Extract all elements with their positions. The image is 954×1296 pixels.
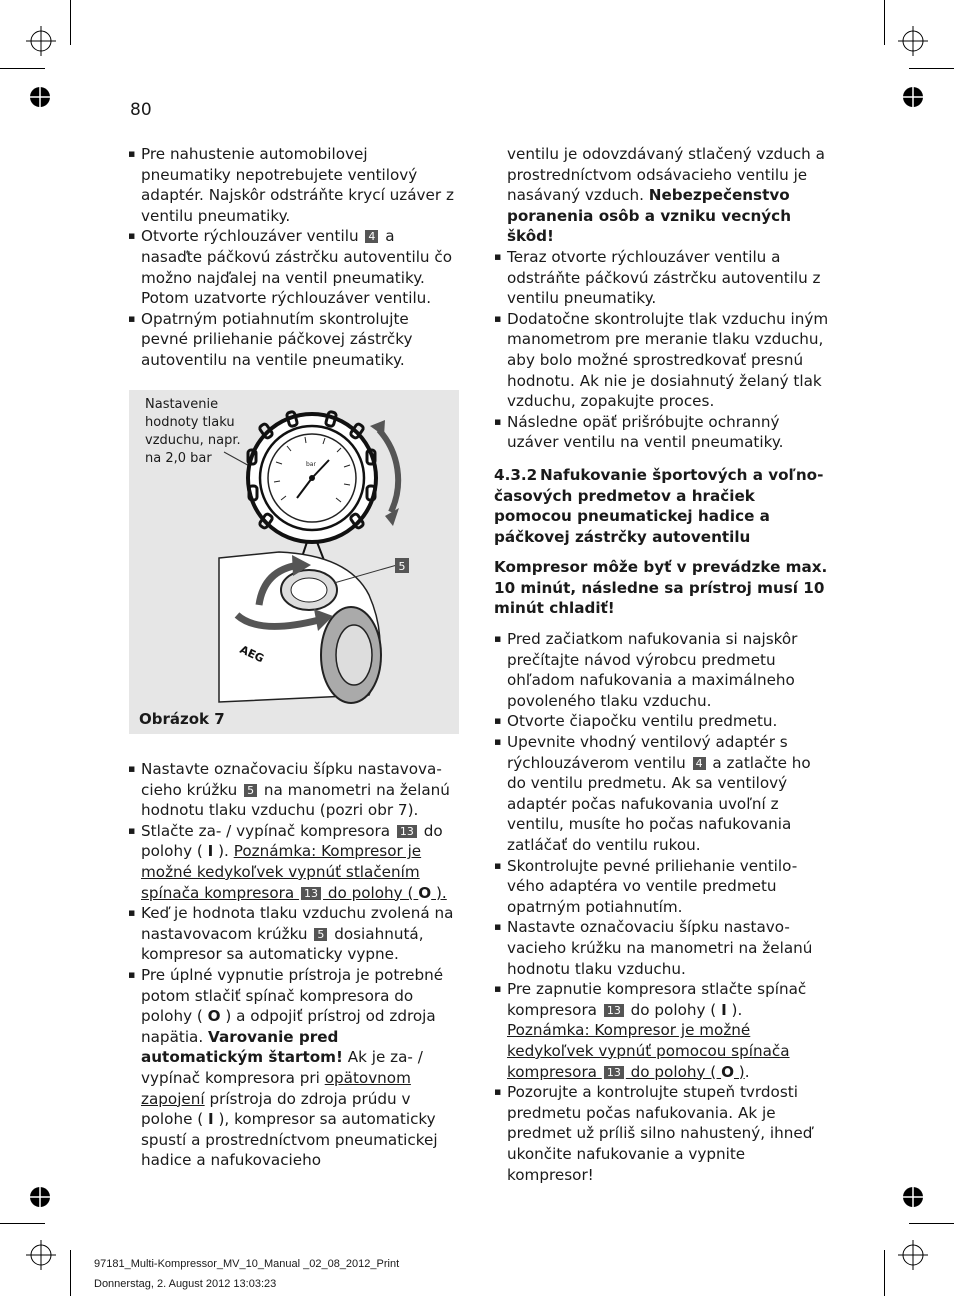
text-run: do polohy ( <box>625 1000 722 1019</box>
text-run: do polohy ( <box>141 821 443 861</box>
bullet-item <box>128 226 458 308</box>
bullet-item <box>494 629 829 711</box>
registration-mark-icon <box>898 26 928 56</box>
switch-position-symbol: O <box>418 883 432 902</box>
bullet-item <box>494 711 829 732</box>
text-run: na manometri na želanú hodnotu tlaku vzduchu (pozri obr 7). <box>141 780 450 820</box>
section-heading <box>494 465 829 547</box>
figure-caption: Obrázok 7 <box>139 710 225 728</box>
bullet-item <box>494 309 829 412</box>
warning-text: Kompresor môže byť v prevádzke max. 10 minút, následne sa prístroj musí 10 minút chladiť! <box>494 558 828 618</box>
crop-mark <box>70 1250 71 1296</box>
bullet-item <box>128 821 458 903</box>
text-run: Stlačte za- / vypínač kompresora <box>141 821 395 840</box>
text-run: Keď je hodnota tlaku vzduchu zvolená na nastavovacom krúžku <box>141 904 454 943</box>
text-run: Pred začiatkom nafukovania si najskôr prečítajte návod výrobcu predmetu ohľadom nafukovania a maximálneho povoleného tlaku vzduchu. <box>507 630 798 710</box>
warning-run: Varovanie pred automatickým štartom! <box>141 1027 343 1067</box>
crop-mark <box>0 1223 45 1224</box>
bullet-item <box>128 759 458 821</box>
text-run: . <box>744 1062 750 1081</box>
text-run: Otvorte čiapočku ventilu predmetu. <box>507 712 778 731</box>
number-ref-badge: 4 <box>365 230 378 243</box>
registration-dot-icon <box>29 1186 51 1208</box>
number-ref-badge: 13 <box>301 887 321 900</box>
text-run: Dodatočne skontrolujte tlak vzduchu iným manometrom pre meranie tlaku vzduchu, aby bolo možné sprostredkovať presnú hodnotu. Ak nie je dosiahnutý želaný tlak vzduchu, zopakujte proces. <box>507 309 829 411</box>
text-run: ), kompresor sa automaticky spustí a prostredníctvom pneumatickej hadice a nafukovacieho <box>141 1110 438 1170</box>
registration-mark-icon <box>26 1240 56 1270</box>
text-run: Upevnite vhodný ventilový adaptér s rýchlouzáverom ventilu <box>507 733 788 772</box>
text-run: Následne opäť prišróbujte ochranný uzáver ventilu na ventil pneumatiky. <box>507 412 784 452</box>
text-run: ventilu je odovzdávaný stlačený vzduch a prostredníctvom odsávacieho ventilu je nasávaný vzduch. <box>507 145 825 205</box>
text-run: ) a odpojiť prístroj od zdroja napätia. <box>141 1007 436 1046</box>
text-run: Opatrným potiahnutím skontrolujte pevné priliehanie páčkovej zástrčky autoventilu na ventile pneumatiky. <box>141 309 413 369</box>
footer-file: 97181_Multi-Kompressor_MV_10_Manual _02_08_2012_Print <box>94 1258 400 1270</box>
text-run: dosiahnutá, kompresor sa automaticky vypne. <box>141 924 424 964</box>
registration-dot-icon <box>902 1186 924 1208</box>
crop-mark <box>909 68 954 69</box>
left-column-bottom <box>128 759 458 1171</box>
crop-mark <box>909 1223 954 1224</box>
registration-mark-icon <box>26 26 56 56</box>
right-list-bottom <box>494 629 829 1185</box>
bullet-item <box>128 965 458 1171</box>
text-run: a nasaďte páčkovú zástrčku autoventilu čo možno najďalej na ventil pneumatiky. Potom uzatvorte rýchlouzáver ventilu. <box>141 227 453 308</box>
switch-position-symbol: O <box>207 1007 221 1026</box>
text-run: Teraz otvorte rýchlouzáver ventilu a odstráňte páčkovú zástrčku autoventilu z ventilu pneumatiky. <box>507 247 821 308</box>
switch-position-symbol: O <box>721 1062 734 1081</box>
bullet-item <box>494 247 829 309</box>
switch-position-symbol: I <box>208 1110 214 1129</box>
note-run: ) <box>733 1062 745 1081</box>
bullet-item <box>128 309 458 371</box>
right-column <box>494 144 829 1185</box>
registration-dot-icon <box>29 86 51 108</box>
text-run: Pre úplné vypnutie prístroja je potrebné potom stlačiť spínač kompresora do polohy ( <box>141 965 444 1026</box>
compressor-gauge-illustration <box>129 390 459 710</box>
number-ref-badge: 5 <box>244 784 257 797</box>
note-run: do polohy ( <box>323 883 419 902</box>
text-run: Nastavte označovaciu šípku nastavo-vacieho krúžku na manometri na želanú hodnotu tlaku vzduchu. <box>507 918 813 978</box>
bullet-item <box>494 917 829 979</box>
number-ref-badge: 13 <box>604 1004 624 1017</box>
svg-text:5: 5 <box>398 560 406 573</box>
bullet-item <box>494 412 829 453</box>
bullet-item <box>128 903 458 965</box>
switch-position-symbol: I <box>721 1000 727 1019</box>
crop-mark <box>884 1250 885 1296</box>
bullet-item <box>494 856 829 918</box>
svg-text:bar: bar <box>306 461 316 468</box>
text-run: Pre zapnutie kompresora stlačte spínač kompresora <box>507 980 807 1019</box>
bullet-item <box>494 1082 829 1185</box>
text-run: Skontrolujte pevné priliehanie ventilo-vého adaptéra vo ventile predmetu opatrným potiahnutím. <box>507 856 798 916</box>
text-run: ). <box>213 842 234 861</box>
svg-text:AEG: AEG <box>237 642 266 666</box>
bullet-item <box>128 144 458 226</box>
note-run: ). <box>431 883 447 902</box>
crop-mark <box>0 68 45 69</box>
text-run: Pozorujte a kontrolujte stupeň tvrdosti predmetu počas nafukovania. Ak je predmet už príliš silno nahustený, ihneď ukončite nafukovanie a vypnite kompresor! <box>507 1083 813 1184</box>
number-ref-badge: 13 <box>397 825 417 838</box>
note-run: do polohy ( <box>625 1062 722 1081</box>
registration-dot-icon <box>902 86 924 108</box>
text-run: Nastavte označovaciu šípku nastavova-cieho krúžku <box>141 760 442 799</box>
bullet-item <box>494 732 829 856</box>
text-run: Pre nahustenie automobilovej pneumatiky nepotrebujete ventilový adaptér. Najskôr odstráňte krycí uzáver z ventilu pneumatiky. <box>141 145 454 225</box>
registration-mark-icon <box>898 1240 928 1270</box>
right-list-top <box>494 247 829 453</box>
warning-run: Nebezpečenstvo poranenia osôb a vzniku vecných škôd! <box>507 186 792 246</box>
footer-date: Donnerstag, 2. August 2012 13:03:23 <box>94 1278 277 1290</box>
note-run: Poznámka: Kompresor je možné kedykoľvek vypnúť pomocou spínača kompresora <box>507 1021 790 1081</box>
note-run: Poznámka: Kompresor je možné kedykoľvek vypnúť stlačením spínača kompresora <box>141 842 422 902</box>
section-title: Nafukovanie športových a voľno-časových predmetov a hračiek pomocou pneumatickej hadice a páčkovej zástrčky autoventilu <box>494 465 824 546</box>
switch-position-symbol: I <box>207 842 214 861</box>
bullet-item <box>494 979 829 1082</box>
continued-paragraph <box>494 144 829 247</box>
text-run: a zatlačte ho do ventilu predmetu. Ak sa ventilový adaptér počas nafukovania uvoľní z ventilu, musíte ho počas nafukovania zatláčať do ventilu rukou. <box>507 753 811 854</box>
section-number: 4.3.2 <box>494 465 538 484</box>
number-ref-badge: 5 <box>314 928 327 941</box>
number-ref-badge: 4 <box>693 757 706 770</box>
text-run: prístroja do zdroja prúdu v polohe ( <box>141 1089 411 1129</box>
number-ref-badge: 13 <box>604 1066 624 1079</box>
left-column-top <box>128 144 458 371</box>
note-run: opätovnom zapojení <box>141 1068 411 1108</box>
text-run: Otvorte rýchlouzáver ventilu <box>141 227 364 246</box>
text-run: Ak je za- / vypínač kompresora pri <box>141 1048 423 1087</box>
crop-mark <box>70 0 71 45</box>
text-run: ). <box>726 1000 743 1019</box>
page-number: 80 <box>130 100 152 120</box>
figure-7 <box>129 390 459 734</box>
crop-mark <box>884 0 885 45</box>
figure-note: Nastavenie hodnoty tlaku vzduchu, napr. na 2,0 bar <box>145 397 241 466</box>
